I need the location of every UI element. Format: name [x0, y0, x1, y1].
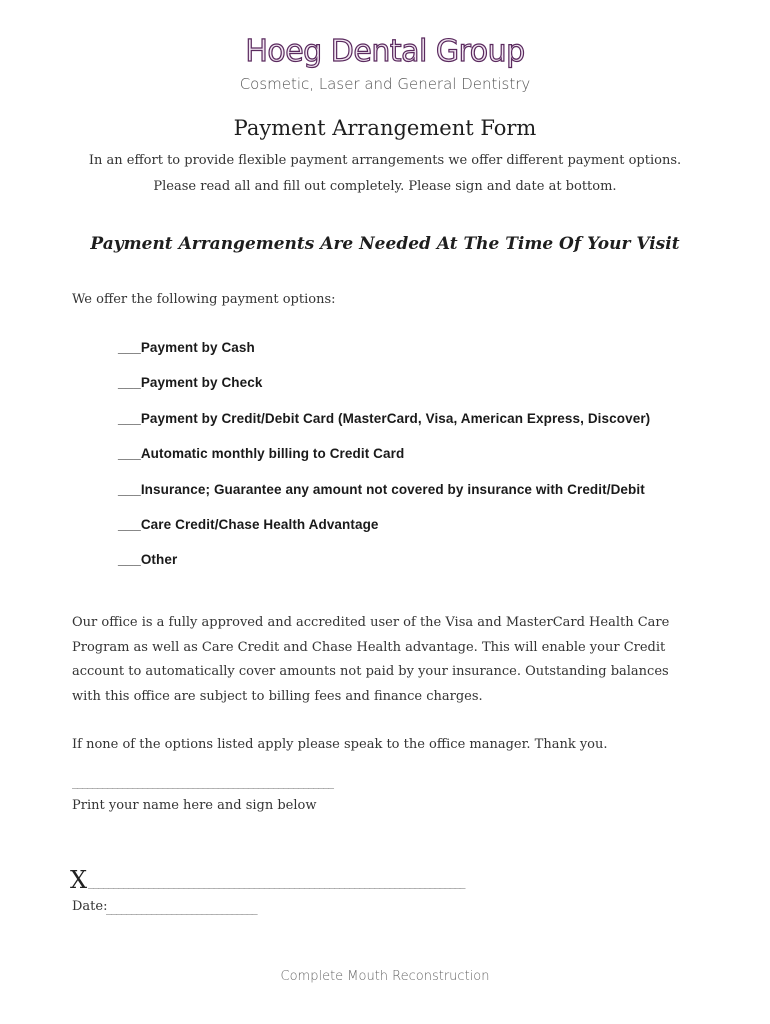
option-check[interactable]: ___Payment by Check — [118, 375, 263, 391]
signature-x-mark: X — [70, 866, 88, 894]
payment-options-list — [118, 340, 650, 588]
office-manager-statement: If none of the options listed apply please speak to the office manager. Thank you. — [72, 737, 608, 752]
form-title: Payment Arrangement Form — [233, 116, 537, 140]
option-care-credit[interactable]: ___Care Credit/Chase Health Advantage — [118, 516, 379, 532]
option-credit-debit-card[interactable]: ___Payment by Credit/Debit Card (MasterCard, Visa, American Express, Discover) — [118, 410, 651, 426]
print-name-line[interactable]: ____________________________________________________ — [72, 778, 334, 789]
date-label: Date: — [72, 899, 108, 914]
brand-name: Hoeg Dental Group — [245, 34, 525, 69]
print-name-caption: Print your name here and sign below — [72, 798, 317, 813]
brand-tagline: Cosmetic, Laser and General Dentistry — [239, 75, 531, 93]
option-insurance[interactable]: ___Insurance; Guarantee any amount not covered by insurance with Credit/Debit — [118, 481, 645, 497]
option-cash[interactable]: ___Payment by Cash — [118, 340, 255, 355]
option-automatic-billing[interactable]: ___Automatic monthly billing to Credit Card — [118, 446, 405, 462]
time-of-visit-notice: Payment Arrangements Are Needed At The Time Of Your Visit — [90, 234, 680, 254]
option-other[interactable]: ___Other — [118, 552, 178, 568]
footer-text: Complete Mouth Reconstruction — [280, 969, 490, 984]
intro-paragraph: In an effort to provide flexible payment arrangements we offer different payment options. Please read all and fill out completely. Please sign and date at bottom. — [88, 153, 682, 194]
date-line[interactable]: ______________________________ — [106, 904, 257, 915]
accreditation-statement: Our office is a fully approved and accredited user of the Visa and MasterCard Health Care Program as well as Care Credit and Chase Health advantage. This will enable your Credit account to automatically cover amounts not paid by your insurance. Outstanding balances with this office are subject to billing fees and finance charges. — [72, 615, 670, 704]
signature-line[interactable]: ___________________________________________________________________________ — [88, 878, 465, 889]
offer-lead-text: We offer the following payment options: — [72, 292, 336, 307]
